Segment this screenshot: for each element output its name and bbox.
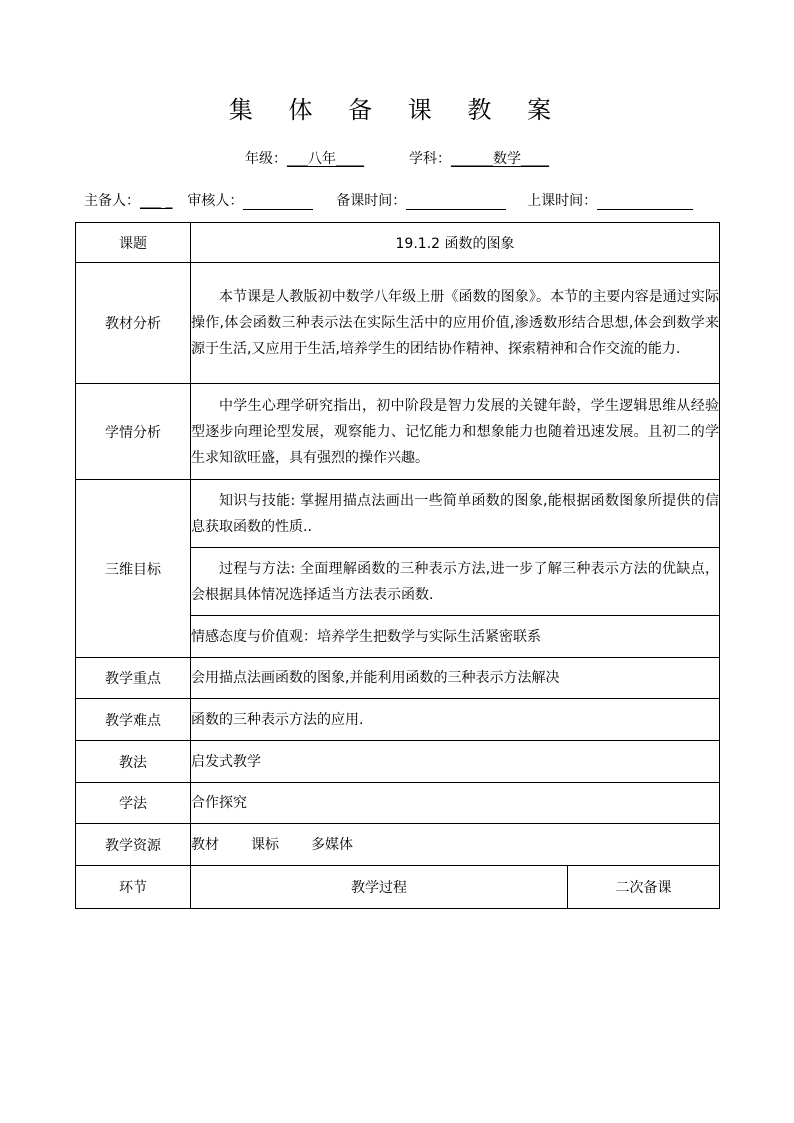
- material-analysis-label: 教材分析: [76, 263, 191, 384]
- subject-pre: ______: [450, 151, 493, 167]
- goal-process-text[interactable]: 过程与方法: 全面理解函数的三种表示方法,进一步了解三种表示方法的优缺点，会根据具体情况选择适当方法表示函数.: [191, 548, 720, 616]
- class-time-field[interactable]: [597, 193, 693, 210]
- resource-item: 教材: [191, 836, 219, 853]
- topic-value[interactable]: 19.1.2 函数的图象: [191, 223, 720, 263]
- table-row: [76, 824, 720, 866]
- teaching-method-label: 教法: [76, 741, 191, 783]
- table-row: [76, 699, 720, 741]
- subject-post: ____: [520, 151, 549, 167]
- grade-subject-line: [0, 148, 794, 168]
- student-analysis-label: 学情分析: [76, 384, 191, 480]
- topic-label: 课题: [76, 223, 191, 263]
- resources-label: 教学资源: [76, 824, 191, 866]
- resource-item: 多媒体: [311, 836, 353, 853]
- stage-header: 环节: [76, 866, 191, 909]
- key-point-text[interactable]: 会用描点法画函数的图象,并能利用函数的三种表示方法解决: [191, 658, 720, 699]
- learning-method-label: 学法: [76, 783, 191, 824]
- student-analysis-text[interactable]: 中学生心理学研究指出，初中阶段是智力发展的关键年龄，学生逻辑思维从经验型逐步向理论型发展，观察能力、记忆能力和想象能力也随着迅速发展。且初二的学生求知欲旺盛，具有强烈的操作兴趣。: [191, 384, 720, 480]
- second-prep-header: 二次备课: [568, 866, 720, 909]
- grade-label: 年级：: [245, 151, 288, 167]
- goal-attitude-text[interactable]: 情感态度与价值观：培养学生把数学与实际生活紧密联系: [191, 616, 720, 658]
- goal-knowledge-text[interactable]: 知识与技能: 掌握用描点法画出一些简单函数的图象,能根据函数图象所提供的信息获取函数的性质..: [191, 480, 720, 548]
- goals-label: 三维目标: [76, 480, 191, 658]
- staff-time-line: [84, 190, 693, 210]
- lesson-plan-table: [75, 222, 720, 909]
- resource-item: 课标: [251, 836, 279, 853]
- table-row: [76, 263, 720, 384]
- reviewer-field[interactable]: [243, 193, 313, 210]
- resources-cell[interactable]: [191, 824, 720, 866]
- teaching-method-text[interactable]: 启发式教学: [191, 741, 720, 783]
- table-row: [76, 384, 720, 480]
- difficulty-label: 教学难点: [76, 699, 191, 741]
- table-row: [76, 658, 720, 699]
- grade-post: ____: [336, 151, 365, 167]
- subject-label: 学科：: [408, 151, 451, 167]
- table-row: [76, 223, 720, 263]
- grade-pre: ___: [287, 151, 309, 167]
- page-title: 集 体 备 课 教 案: [228, 96, 566, 124]
- table-row: [76, 741, 720, 783]
- grade-value[interactable]: 八年: [308, 151, 337, 167]
- table-row: [76, 480, 720, 548]
- material-analysis-text[interactable]: 本节课是人教版初中数学八年级上册《函数的图象》。本节的主要内容是通过实际操作,体会函数三种表示法在实际生活中的应用价值,渗透数形结合思想,体会到数学来源于生活,又应用于生活,培养学生的团结协作精神、探索精神和合作交流的能力.: [191, 263, 720, 384]
- subject-value[interactable]: 数学: [492, 151, 521, 167]
- preparer-label: 主备人：: [84, 193, 140, 209]
- table-row: [76, 866, 720, 909]
- learning-method-text[interactable]: 合作探究: [191, 783, 720, 824]
- key-point-label: 教学重点: [76, 658, 191, 699]
- prep-time-field[interactable]: [406, 193, 506, 210]
- prep-time-label: 备课时间：: [336, 193, 407, 209]
- process-header: 教学过程: [191, 866, 568, 909]
- preparer-field[interactable]: ___ _: [140, 193, 173, 209]
- difficulty-text[interactable]: 函数的三种表示方法的应用.: [191, 699, 720, 741]
- class-time-label: 上课时间：: [527, 193, 598, 209]
- table-row: [76, 783, 720, 824]
- reviewer-label: 审核人：: [187, 193, 244, 209]
